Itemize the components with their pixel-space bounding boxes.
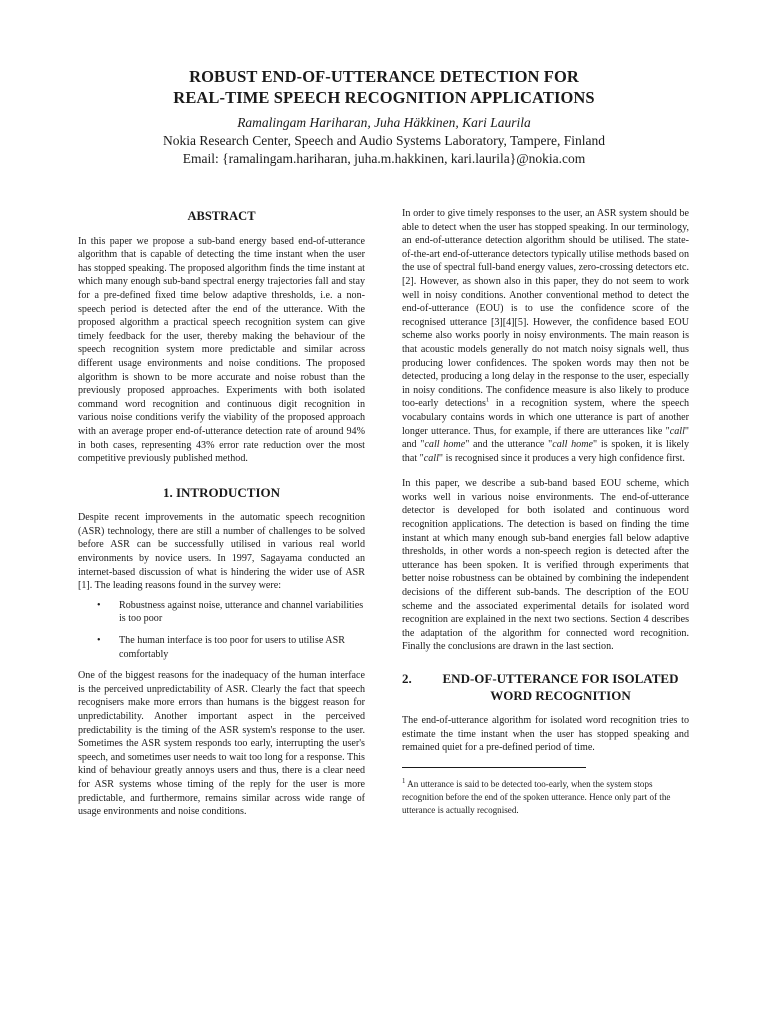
list-item	[78, 599, 365, 626]
footnote-ref: 1	[486, 396, 490, 404]
text-run: " is recognised since it produces a very high confidence first.	[438, 452, 685, 464]
footnote-mark: 1	[402, 777, 406, 785]
intro-paragraph-4: In this paper, we describe a sub-band based EOU scheme, which works well in various noise environments. The end-of-utterance detector is developed for both isolated and continuous word recognition applications. The detection is based on finding the time instant at which many enough sub-band energies fall below adaptive thresholds, in other words a non-speech region is detected after the utterance has been spoken. It is verified through experiments that better noise robustness can be obtained by combining the independent decisions of the different sub-bands. The description of the EOU scheme and the associated experimental details for isolated word recognition are explained in the next two sections. Section 4 describes the adaptation of the algorithm for connected word recognition. Finally the conclusions are drawn in the last section.	[402, 478, 689, 653]
intro-paragraph-2: One of the biggest reasons for the inadequacy of the human interface is the perceived unpredictability of ASR. Clearly the fact that speech recognisers make more errors than humans is the biggest reason for unpredictability. Another important aspect in the perceived predictability is the timing of the ASR system's response to the user. Sometimes the ASR system responds too early, interrupting the user's speech, and sometimes user needs to wait too long for a response. This kind of behaviour greatly annoys users and thus, there is a clear need for ASR systems whose timing of the reply for the user is more predictable, and furthermore, remains similar across wide range of usage environments and noise conditions.	[78, 670, 365, 818]
section-number: 2.	[402, 671, 412, 686]
intro-paragraph-1: Despite recent improvements in the automatic speech recognition (ASR) technology, there are still a number of challenges to be solved before ASR can be successfully utilised in various real world environments by novice users. In 1997, Sagayama conducted an internet-based discussion of what is hindering the wider use of ASR [1]. The leading reasons found in the survey were:	[78, 512, 365, 592]
right-column	[402, 207, 689, 817]
section-2-heading	[402, 670, 689, 704]
text-run: In order to give timely responses to the user, an ASR system should be able to detect when the user has stopped speaking. In our terminology, an end-of-utterance detection algorithm should be utilised. The state-of-the-art end-of-utterance detectors typically utilise methods based on the use of spectral full-band energy values, zero-crossing detectors etc. [2]. However, as shown also in this paper, they do not seem to work well in noisy conditions. Another conventional method to detect the end-of-utterance (EOU) is to use the confidence score of the recognised utterance [3][4][5]. However, the confidence based EOU scheme also works poorly in noisy environments. The main reason is that acoustic models generally do not match noisy signals well, thus producing lower confidences. The spoken words may then not be detected, producing a long delay in the response to the user, especially in noisy conditions. The confidence measure is also likely to produce too-early detections	[402, 208, 689, 410]
example-word: call	[423, 452, 439, 464]
section-2-paragraph-1: The end-of-utterance algorithm for isolated word recognition tries to estimate the time instant when the user has stopped speaking and remained quiet for a pre-defined period of time.	[402, 715, 689, 754]
bullet-icon: •	[97, 635, 101, 647]
list-item-text: Robustness against noise, utterance and channel variabilities is too poor	[119, 599, 364, 625]
list-item	[78, 634, 365, 661]
intro-paragraph-3	[402, 207, 689, 465]
text-run: " and "	[402, 425, 689, 451]
text-run: in a recognition system, where the speech vocabulary contains words in which one utterance is part of another longer utterance. Thus, for example, if there are utterances like "	[402, 398, 689, 437]
left-column	[78, 206, 365, 819]
section-title: END-OF-UTTERANCE FOR ISOLATED WORD RECOGNITION	[442, 671, 679, 703]
list-item-text: The human interface is too poor for users to utilise ASR comfortably	[119, 635, 345, 660]
bullet-icon: •	[97, 599, 101, 611]
example-word: call home	[424, 439, 466, 451]
text-run: " and the utterance "	[465, 439, 553, 451]
footnote-divider	[402, 767, 586, 768]
footnote	[402, 778, 689, 817]
example-word: call	[669, 425, 685, 437]
authors: Ramalingam Hariharan, Juha Häkkinen, Kari Laurila	[237, 115, 531, 130]
affiliation: Nokia Research Center, Speech and Audio Systems Laboratory, Tampere, Finland	[162, 133, 606, 148]
introduction-heading: 1. INTRODUCTION	[162, 484, 280, 500]
abstract-heading: ABSTRACT	[187, 209, 256, 223]
paper-title	[0, 66, 768, 108]
title-line-2: REAL-TIME SPEECH RECOGNITION APPLICATIONS	[173, 88, 595, 107]
paper-header	[0, 66, 768, 168]
text-run: " is spoken, it is likely that "	[402, 439, 690, 464]
email: Email: {ramalingam.hariharan, juha.m.hakkinen, kari.laurila}@nokia.com	[182, 151, 586, 166]
abstract-text: In this paper we propose a sub-band energy based end-of-utterance algorithm that is capable of detecting the time instant when the user has stopped speaking. The proposed algorithm finds the time instant at which many enough sub-band spectral energy trajectories fall and stay for a pre-defined fixed time below adaptive thresholds, i.e. a non-speech period is detected after the end of the utterance. With the proposed algorithm a practical speech recognition system can give timely feedback for the user, thereby making the behaviour of the speech recognition system more predictable and similar across different usage environments and noise conditions. The proposed algorithm is shown to be more accurate and noise robust than the previously proposed approaches. Experiments with both isolated command word recognition and continuous digit recognition in various noise conditions verify the viability of the proposed approach with an average proper end-of-utterance detection rate of around 94% in both cases, representing 43% error rate reduction over the most competitive previously published method.	[78, 235, 365, 465]
title-line-1: ROBUST END-OF-UTTERANCE DETECTION FOR	[189, 67, 579, 86]
survey-bullet-list	[78, 599, 365, 661]
example-word: call home	[552, 439, 594, 451]
footnote-text: An utterance is said to be detected too-early, when the system stops recognition before the end of the spoken utterance. Hence only part of the utterance is actually recognised.	[402, 778, 671, 815]
